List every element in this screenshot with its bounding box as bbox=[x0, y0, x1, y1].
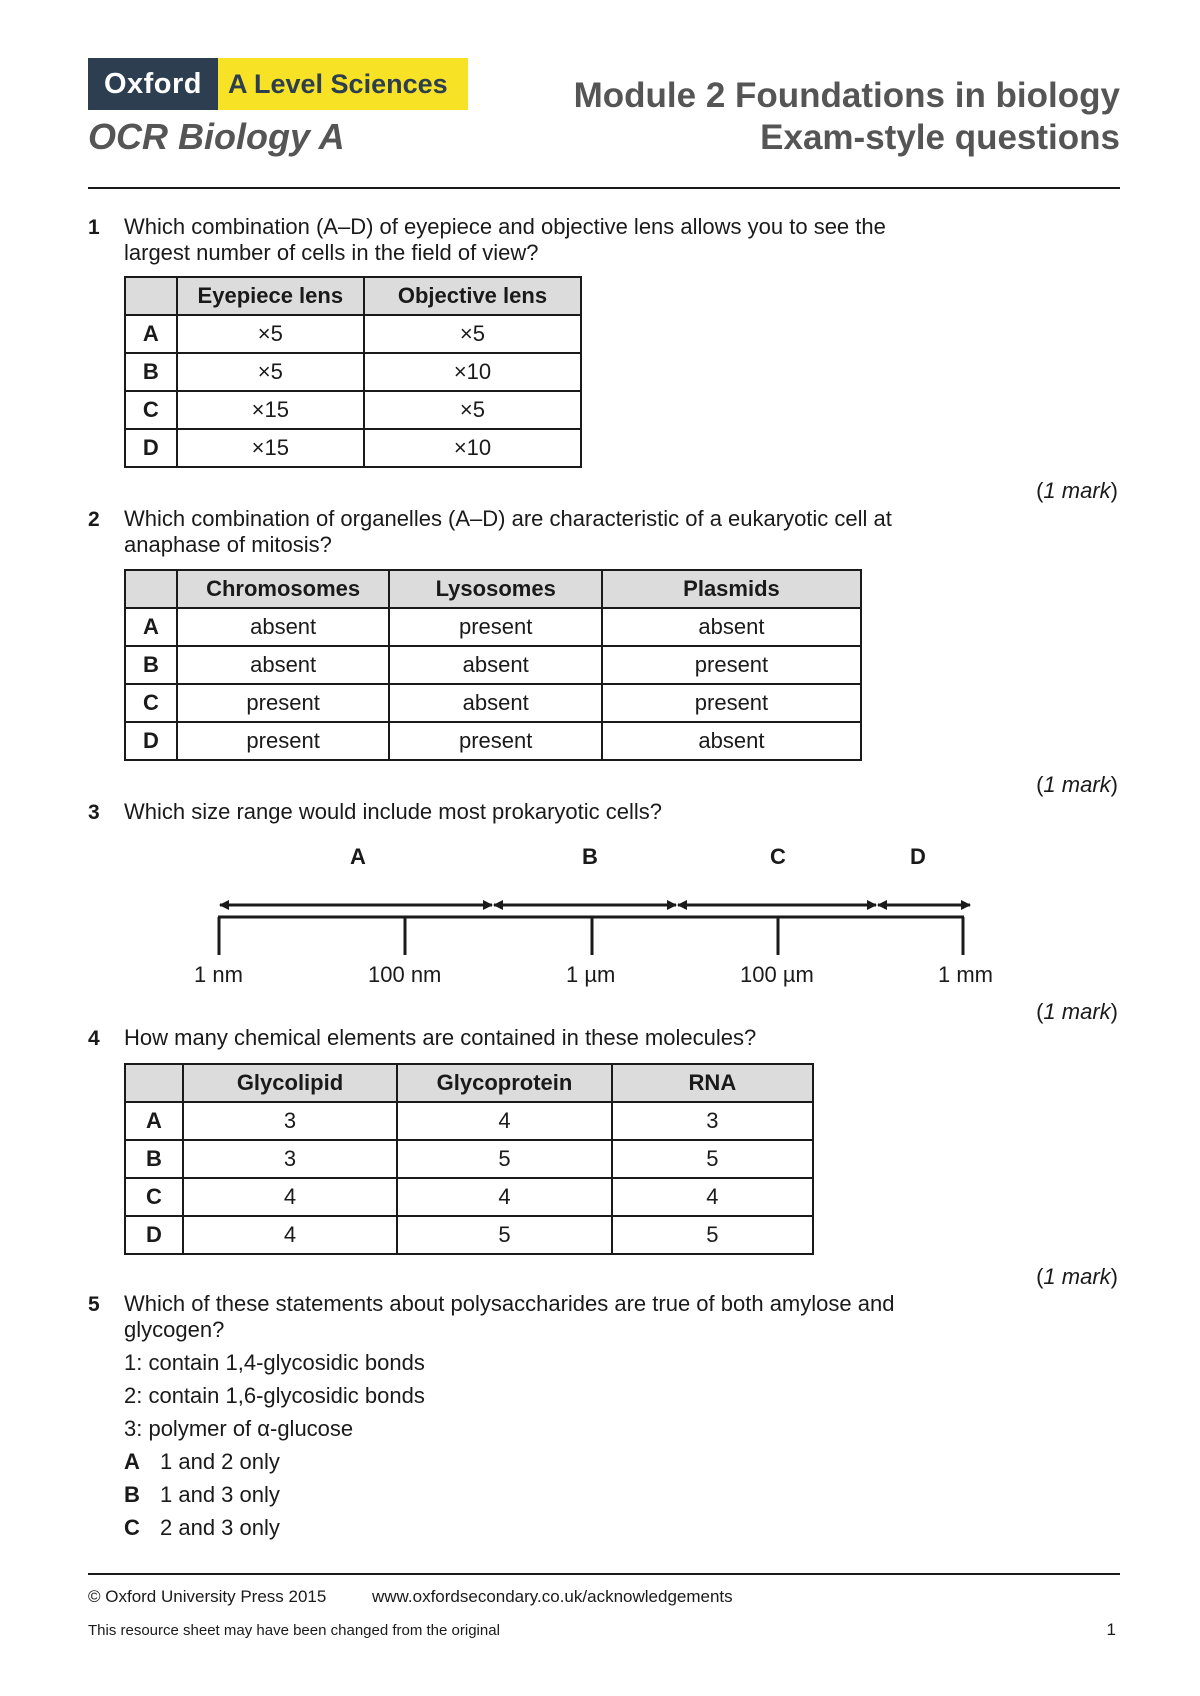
table-cell: 5 bbox=[397, 1140, 612, 1178]
table-header: Plasmids bbox=[602, 570, 861, 608]
table-row bbox=[125, 1102, 813, 1140]
page-number: 1 bbox=[1106, 1620, 1116, 1639]
question-number: 3 bbox=[88, 801, 100, 824]
footer-divider bbox=[88, 1573, 1120, 1575]
organelle-table bbox=[124, 569, 862, 761]
acknowledgements-link[interactable]: www.oxfordsecondary.co.uk/acknowledgements bbox=[372, 1587, 733, 1606]
table-cell: 4 bbox=[183, 1216, 397, 1254]
table-cell: 4 bbox=[397, 1178, 612, 1216]
question-text: Which of these statements about polysaccharides are true of both amylose and glycogen? bbox=[124, 1291, 895, 1342]
option-label: C bbox=[124, 1515, 140, 1540]
table-cell: 3 bbox=[612, 1102, 813, 1140]
row-label: C bbox=[125, 1178, 183, 1216]
question-number: 5 bbox=[88, 1293, 100, 1316]
range-label: B bbox=[582, 844, 598, 869]
table-cell: ×5 bbox=[177, 353, 364, 391]
header-divider bbox=[88, 187, 1120, 189]
table-cell: ×15 bbox=[177, 429, 364, 467]
row-label: C bbox=[125, 684, 177, 722]
table-cell: absent bbox=[602, 608, 861, 646]
table-cell: 5 bbox=[612, 1216, 813, 1254]
question-text: Which combination of organelles (A–D) are characteristic of a eukaryotic cell at anaphase of mitosis? bbox=[124, 506, 892, 557]
table-header: RNA bbox=[612, 1064, 813, 1102]
table-row bbox=[125, 722, 861, 760]
row-label: C bbox=[125, 391, 177, 429]
scale-tick-label: 1 nm bbox=[194, 962, 243, 987]
table-cell: 3 bbox=[183, 1140, 397, 1178]
table-cell: absent bbox=[389, 684, 601, 722]
table-cell: present bbox=[602, 684, 861, 722]
table-corner bbox=[125, 1064, 183, 1102]
logo-oxford: Oxford bbox=[88, 58, 218, 110]
mark-allocation: (1 mark) bbox=[1036, 772, 1118, 797]
row-label: A bbox=[125, 1102, 183, 1140]
question-text: Which size range would include most prokaryotic cells? bbox=[124, 799, 663, 824]
elements-table bbox=[124, 1063, 814, 1255]
table-cell: present bbox=[389, 608, 601, 646]
option-text: 1 and 3 only bbox=[160, 1482, 280, 1507]
table-row bbox=[125, 646, 861, 684]
table-cell: 4 bbox=[397, 1102, 612, 1140]
table-cell: ×10 bbox=[364, 353, 581, 391]
table-cell: present bbox=[602, 646, 861, 684]
option-text: 2 and 3 only bbox=[160, 1515, 280, 1540]
scale-tick-label: 1 µm bbox=[566, 962, 616, 987]
row-label: A bbox=[125, 608, 177, 646]
row-label: D bbox=[125, 429, 177, 467]
range-label: A bbox=[350, 844, 366, 869]
scale-tick-label: 100 µm bbox=[740, 962, 814, 987]
table-row bbox=[125, 1216, 813, 1254]
option-label: A bbox=[124, 1449, 140, 1474]
scale-tick-label: 1 mm bbox=[938, 962, 993, 987]
statement: 2: contain 1,6-glycosidic bonds bbox=[124, 1383, 425, 1408]
row-label: B bbox=[125, 353, 177, 391]
table-cell: 5 bbox=[397, 1216, 612, 1254]
scale-tick-label: 100 nm bbox=[368, 962, 442, 987]
table-cell: ×5 bbox=[177, 315, 364, 353]
table-cell: present bbox=[177, 684, 390, 722]
table-cell: present bbox=[389, 722, 601, 760]
table-corner bbox=[125, 570, 177, 608]
size-scale-diagram bbox=[200, 820, 1000, 960]
table-cell: ×5 bbox=[364, 315, 581, 353]
table-cell: 4 bbox=[612, 1178, 813, 1216]
table-corner bbox=[125, 277, 177, 315]
row-label: D bbox=[125, 722, 177, 760]
table-cell: absent bbox=[389, 646, 601, 684]
statement: 3: polymer of α-glucose bbox=[124, 1416, 354, 1441]
table-header: Chromosomes bbox=[177, 570, 390, 608]
table-row bbox=[125, 1178, 813, 1216]
table-row bbox=[125, 429, 581, 467]
option-text: 1 and 2 only bbox=[160, 1449, 280, 1474]
logo-series: A Level Sciences bbox=[218, 58, 468, 110]
table-row bbox=[125, 391, 581, 429]
row-label: A bbox=[125, 315, 177, 353]
copyright: © Oxford University Press 2015 bbox=[88, 1587, 327, 1606]
module-title: Module 2 Foundations in biology bbox=[573, 76, 1120, 115]
question-number: 1 bbox=[88, 216, 100, 239]
table-row bbox=[125, 353, 581, 391]
table-cell: present bbox=[177, 722, 390, 760]
subject-title: OCR Biology A bbox=[88, 116, 345, 157]
table-header: Lysosomes bbox=[389, 570, 601, 608]
range-label: C bbox=[770, 844, 786, 869]
table-cell: 5 bbox=[612, 1140, 813, 1178]
statement: 1: contain 1,4-glycosidic bonds bbox=[124, 1350, 425, 1375]
table-cell: absent bbox=[177, 646, 390, 684]
table-row bbox=[125, 1140, 813, 1178]
option-label: B bbox=[124, 1482, 140, 1507]
row-label: D bbox=[125, 1216, 183, 1254]
table-cell: absent bbox=[177, 608, 390, 646]
question-number: 4 bbox=[88, 1027, 100, 1050]
table-row bbox=[125, 608, 861, 646]
range-label: D bbox=[910, 844, 926, 869]
table-cell: 4 bbox=[183, 1178, 397, 1216]
table-header: Glycolipid bbox=[183, 1064, 397, 1102]
table-cell: ×5 bbox=[364, 391, 581, 429]
row-label: B bbox=[125, 1140, 183, 1178]
table-header: Eyepiece lens bbox=[177, 277, 364, 315]
disclaimer: This resource sheet may have been changed from the original bbox=[88, 1622, 500, 1639]
table-header: Objective lens bbox=[364, 277, 581, 315]
table-cell: 3 bbox=[183, 1102, 397, 1140]
mark-allocation: (1 mark) bbox=[1036, 999, 1118, 1024]
question-text: How many chemical elements are contained in these molecules? bbox=[124, 1025, 757, 1050]
oxford-logo bbox=[88, 58, 468, 110]
table-cell: absent bbox=[602, 722, 861, 760]
table-row bbox=[125, 315, 581, 353]
table-row bbox=[125, 684, 861, 722]
question-number: 2 bbox=[88, 508, 100, 531]
module-subtitle: Exam-style questions bbox=[760, 118, 1120, 157]
mark-allocation: (1 mark) bbox=[1036, 1264, 1118, 1289]
table-header: Glycoprotein bbox=[397, 1064, 612, 1102]
lens-table bbox=[124, 276, 582, 468]
table-cell: ×10 bbox=[364, 429, 581, 467]
table-cell: ×15 bbox=[177, 391, 364, 429]
row-label: B bbox=[125, 646, 177, 684]
mark-allocation: (1 mark) bbox=[1036, 478, 1118, 503]
question-text: Which combination (A–D) of eyepiece and objective lens allows you to see the largest number of cells in the field of view? bbox=[124, 214, 886, 265]
